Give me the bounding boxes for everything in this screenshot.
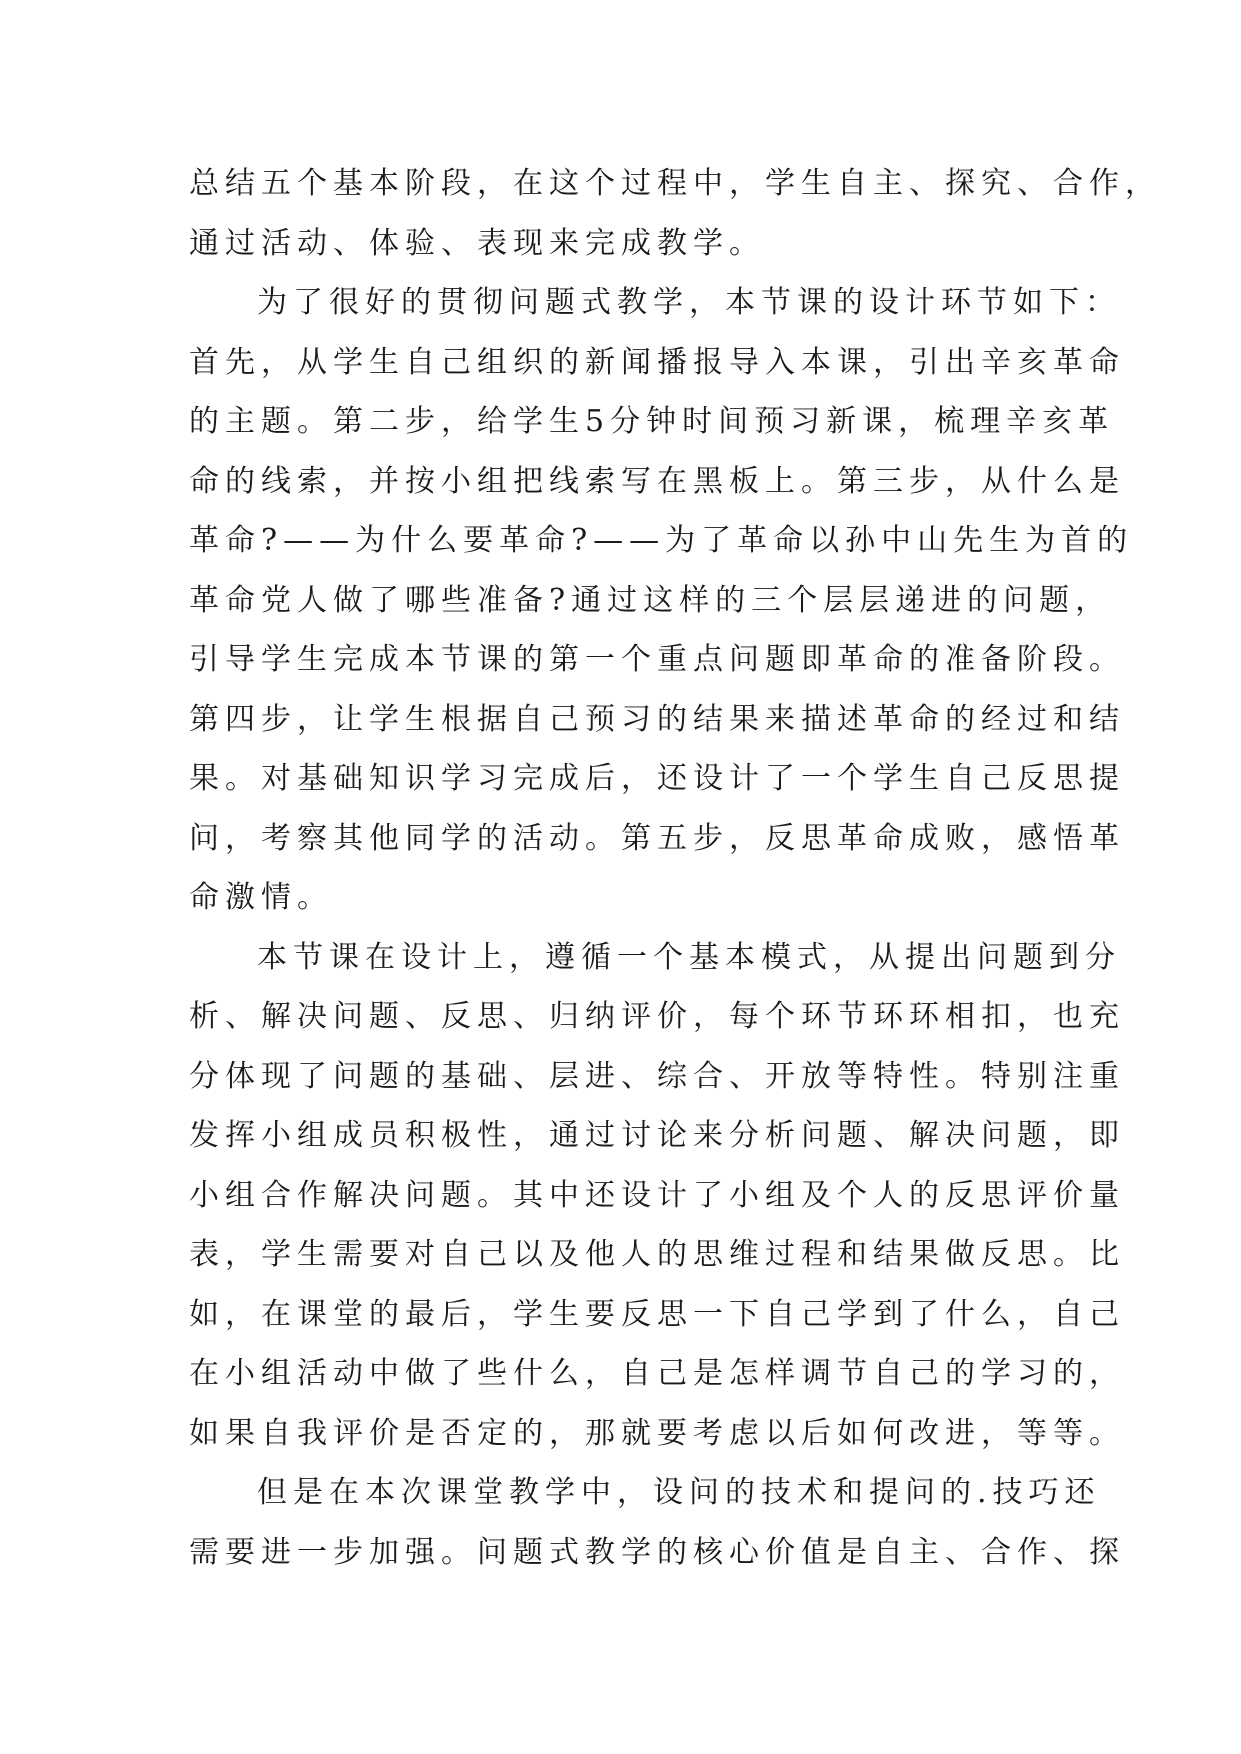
text-line: 发挥小组成员积极性，通过讨论来分析问题、解决问题，即 [189,1118,1125,1153]
text-line: 命的线索，并按小组把线索写在黑板上。第三步，从什么是 [189,463,1125,499]
text-line: 引导学生完成本节课的第一个重点问题即革命的准备阶段。 [189,642,1125,677]
text-line: 革命党人做了哪些准备?通过这样的三个层层递进的问题， [189,582,1112,618]
text-line: 如果自我评价是否定的，那就要考虑以后如何改进，等等。 [189,1415,1125,1451]
text-line: 首先，从学生自己组织的新闻播报导入本课，引出辛亥革命 [189,344,1125,380]
text-line: 小组合作解决问题。其中还设计了小组及个人的反思评价量 [189,1177,1125,1213]
text-line: 通过活动、体验、表现来完成教学。 [189,225,765,261]
text-line: 第四步，让学生根据自己预习的结果来描述革命的经过和结 [189,701,1125,737]
text-line: 革命?——为什么要革命?——为了革命以孙中山先生为首的 [189,523,1134,558]
text-line: 总结五个基本阶段，在这个过程中，学生自主、探究、合作， [189,166,1161,201]
text-line: 析、解决问题、反思、归纳评价，每个环节环环相扣，也充 [189,999,1125,1034]
paragraph-first-line: 但是在本次课堂教学中，设问的技术和提问的.技巧还 [257,1475,1101,1510]
text-line: 需要进一步加强。问题式教学的核心价值是自主、合作、探 [189,1534,1125,1570]
text-line: 表，学生需要对自己以及他人的思维过程和结果做反思。比 [189,1237,1125,1272]
text-line: 命激情。 [189,880,333,915]
text-line: 分体现了问题的基础、层进、综合、开放等特性。特别注重 [189,1058,1125,1094]
text-line: 果。对基础知识学习完成后，还设计了一个学生自己反思提 [189,761,1125,796]
text-line: 在小组活动中做了些什么，自己是怎样调节自己的学习的， [189,1356,1125,1391]
text-line: 问，考察其他同学的活动。第五步，反思革命成败，感悟革 [189,820,1125,856]
text-line: 如，在课堂的最后，学生要反思一下自己学到了什么，自己 [189,1296,1125,1332]
text-line: 的主题。第二步，给学生5分钟时间预习新课，梳理辛亥革 [189,404,1115,439]
paragraph-first-line: 为了很好的贯彻问题式教学，本节课的设计环节如下： [257,285,1121,320]
paragraph-first-line: 本节课在设计上，遵循一个基本模式，从提出问题到分 [257,939,1121,975]
body-text [189,154,1161,1582]
